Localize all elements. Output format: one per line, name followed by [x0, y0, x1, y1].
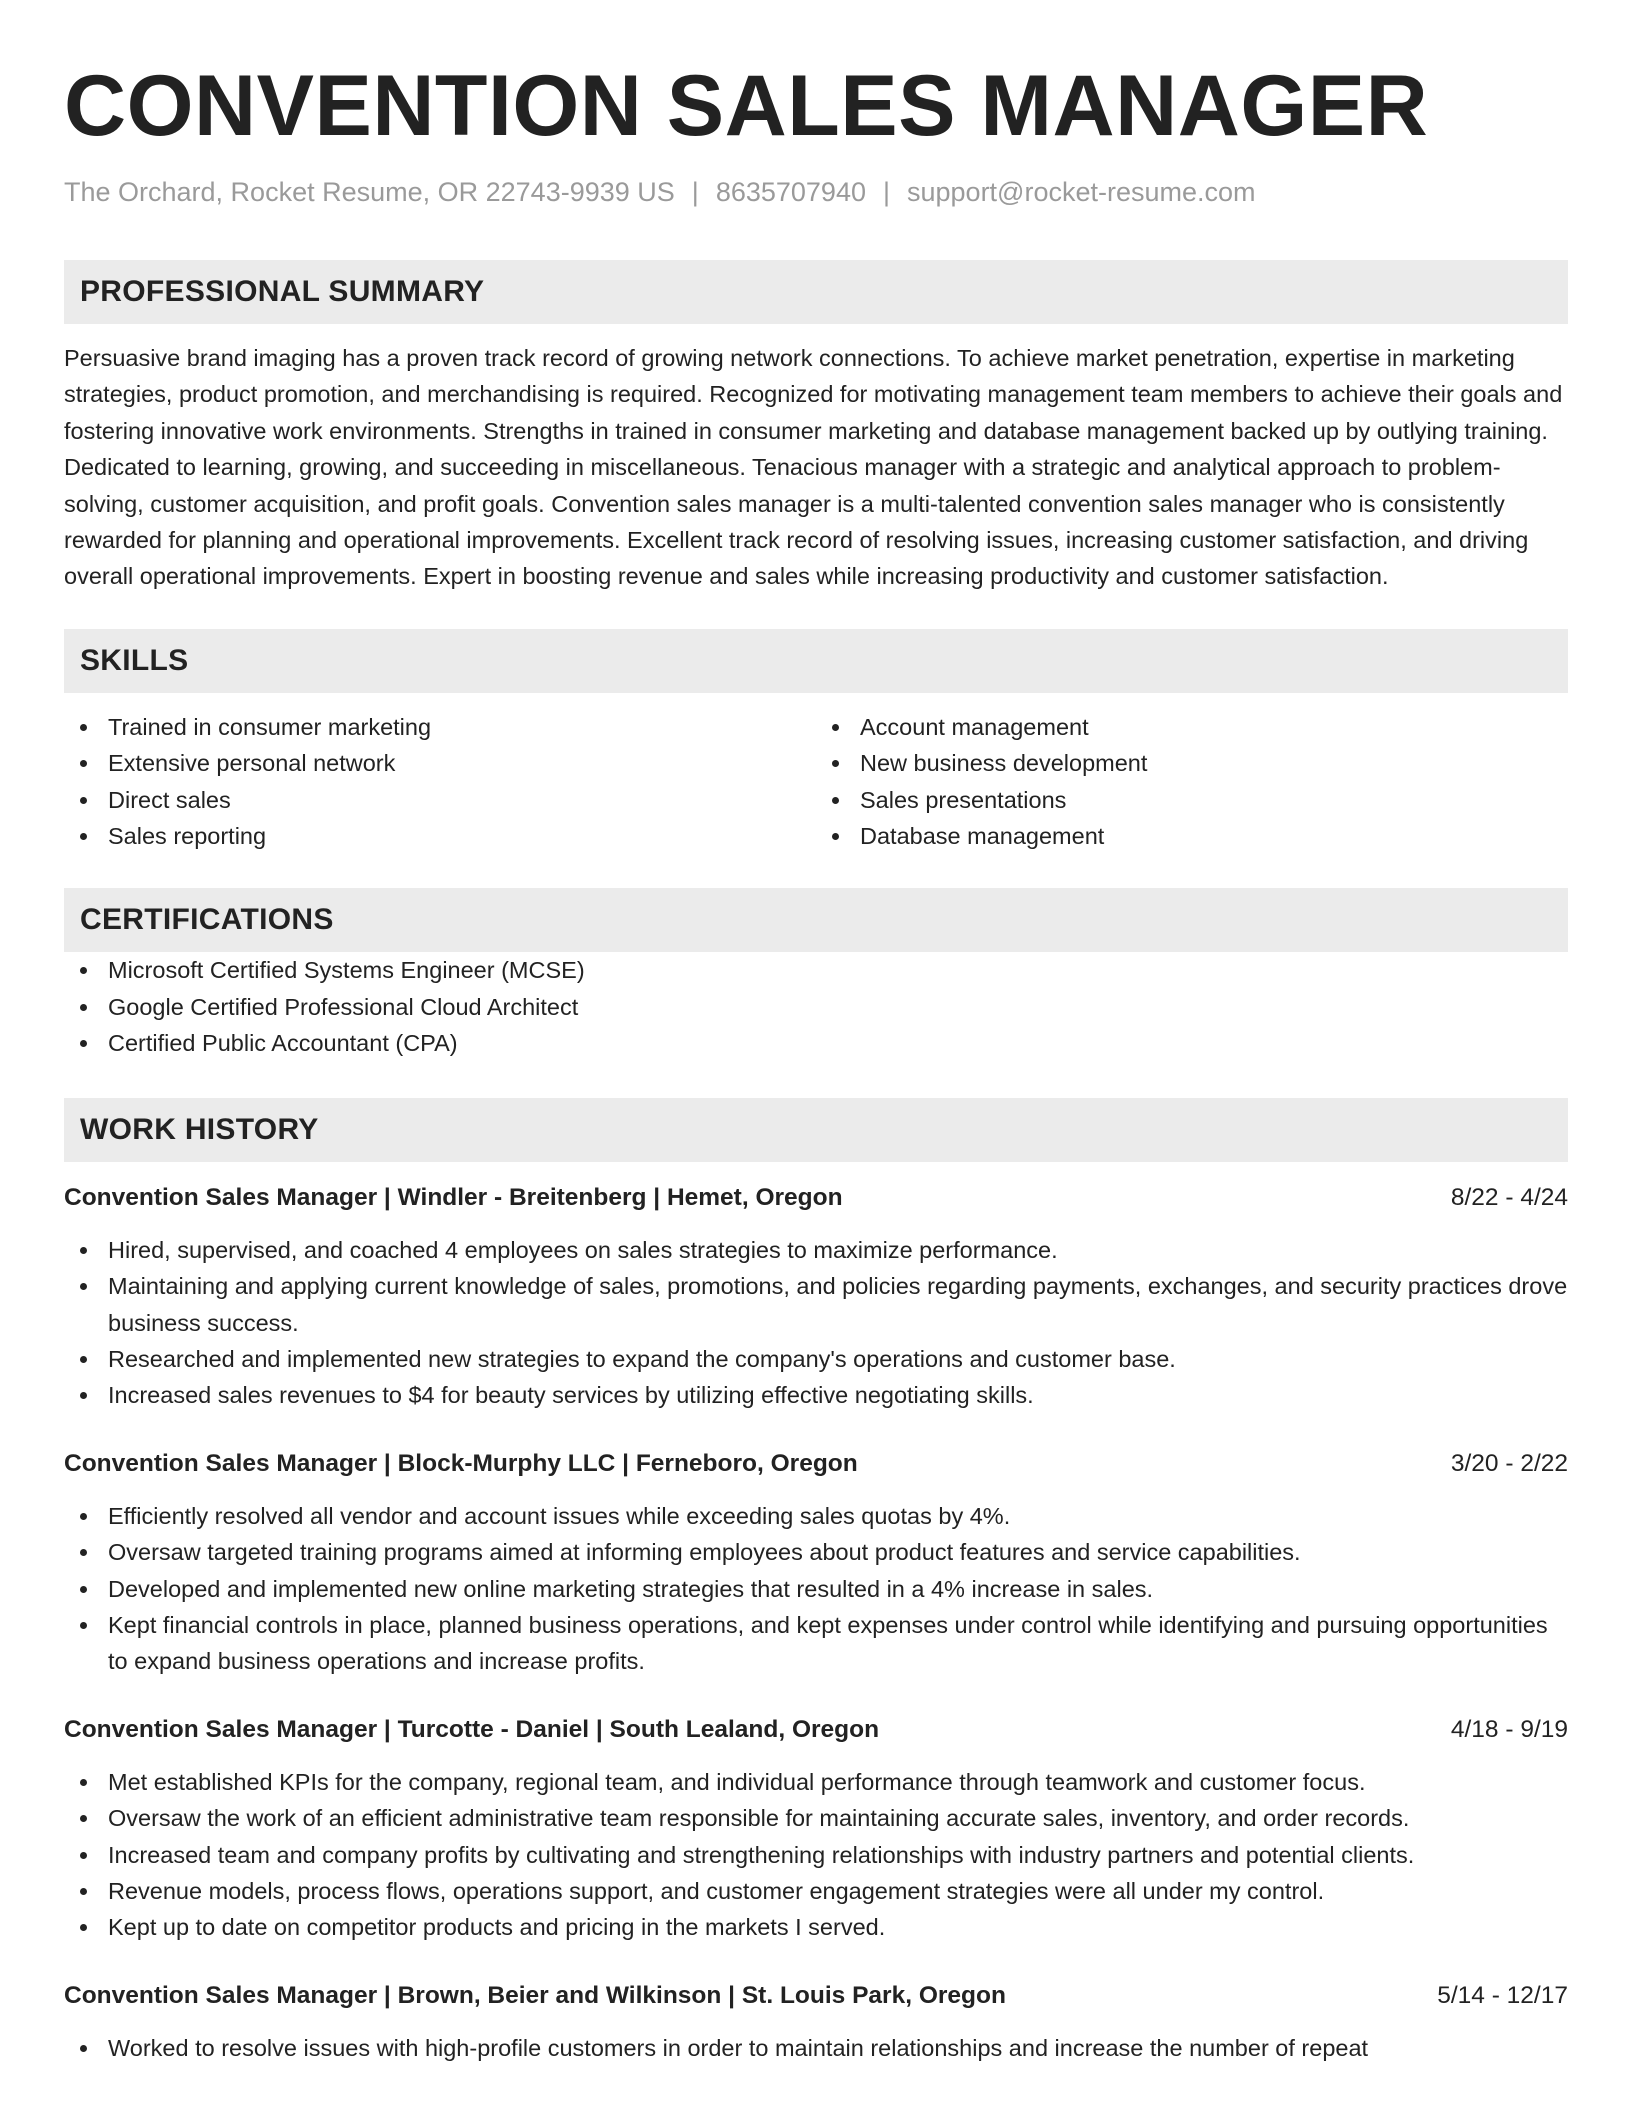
- job-header: [64, 1180, 1568, 1216]
- job-bullet-list: [64, 1498, 1568, 1680]
- job-entry: [64, 1712, 1568, 1946]
- skills-list-left: [64, 709, 816, 855]
- skill-item: Database management: [816, 818, 1568, 854]
- skills-grid: [64, 709, 1568, 855]
- job-title: Convention Sales Manager | Brown, Beier and Wilkinson | St. Louis Park, Oregon: [64, 1981, 1006, 2009]
- job-bullet-list: [64, 1764, 1568, 1946]
- job-bullet: Maintaining and applying current knowledge of sales, promotions, and policies regarding payments, exchanges, and security practices drove business success.: [64, 1268, 1568, 1341]
- skill-item: Trained in consumer marketing: [64, 709, 816, 745]
- job-title: Convention Sales Manager | Windler - Breitenberg | Hemet, Oregon: [64, 1183, 843, 1211]
- job-bullet: Met established KPIs for the company, regional team, and individual performance through teamwork and customer focus.: [64, 1764, 1568, 1800]
- skill-item: Account management: [816, 709, 1568, 745]
- skill-item: Direct sales: [64, 782, 816, 818]
- job-bullet: Researched and implemented new strategies to expand the company's operations and customer base.: [64, 1341, 1568, 1377]
- job-bullet: Developed and implemented new online marketing strategies that resulted in a 4% increase in sales.: [64, 1571, 1568, 1607]
- job-bullet: Increased team and company profits by cultivating and strengthening relationships with industry partners and potential clients.: [64, 1837, 1568, 1873]
- resume-title: CONVENTION SALES MANAGER: [64, 58, 1429, 154]
- summary-heading: PROFESSIONAL SUMMARY: [64, 260, 1568, 324]
- skills-list-right: [816, 709, 1568, 855]
- contact-phone: 8635707940: [715, 177, 866, 207]
- job-dates: 5/14 - 12/17: [1437, 1981, 1568, 2009]
- skills-heading: SKILLS: [64, 629, 1568, 693]
- job-bullet: Kept up to date on competitor products and pricing in the markets I served.: [64, 1909, 1568, 1945]
- certification-item: Microsoft Certified Systems Engineer (MCSE): [64, 952, 1568, 988]
- job-dates: 4/18 - 9/19: [1450, 1715, 1568, 1743]
- certifications-list: [64, 952, 1568, 1061]
- job-bullet: Oversaw targeted training programs aimed at informing employees about product features and service capabilities.: [64, 1534, 1568, 1570]
- contact-separator: |: [882, 177, 890, 207]
- job-bullet: Oversaw the work of an efficient administrative team responsible for maintaining accurate sales, inventory, and order records.: [64, 1800, 1568, 1836]
- contact-address: The Orchard, Rocket Resume, OR 22743-9939 US: [64, 177, 675, 207]
- job-bullet-list: [64, 2030, 1568, 2066]
- job-title: Convention Sales Manager | Block-Murphy LLC | Ferneboro, Oregon: [64, 1449, 858, 1477]
- work-history-heading: WORK HISTORY: [64, 1098, 1568, 1162]
- job-entry: [64, 1978, 1568, 2066]
- job-bullet: Hired, supervised, and coached 4 employees on sales strategies to maximize performance.: [64, 1232, 1568, 1268]
- job-dates: 3/20 - 2/22: [1450, 1449, 1568, 1477]
- summary-text: Persuasive brand imaging has a proven track record of growing network connections. To achieve market penetration, expertise in marketing strategies, product promotion, and merchandising is required. Recognized for motivating management team members to achieve their goals and fostering innovative work environments. Strengths in trained in consumer marketing and database management backed up by outlying training. Dedicated to learning, growing, and succeeding in miscellaneous. Tenacious manager with a strategic and analytical approach to problem-solving, customer acquisition, and profit goals. Convention sales manager is a multi-talented convention sales manager who is consistently rewarded for planning and operational improvements. Excellent track record of resolving issues, increasing customer satisfaction, and driving overall operational improvements. Expert in boosting revenue and sales while increasing productivity and customer satisfaction.: [64, 345, 1563, 590]
- skill-item: New business development: [816, 745, 1568, 781]
- job-header: [64, 1978, 1568, 2014]
- skill-item: Sales reporting: [64, 818, 816, 854]
- contact-email[interactable]: support@rocket-resume.com: [907, 177, 1256, 207]
- skills-column-right: [816, 709, 1568, 855]
- certification-item: Certified Public Accountant (CPA): [64, 1025, 1568, 1061]
- job-bullet-list: [64, 1232, 1568, 1414]
- job-bullet: Increased sales revenues to $4 for beauty services by utilizing effective negotiating skills.: [64, 1377, 1568, 1413]
- job-bullet: Revenue models, process flows, operations support, and customer engagement strategies were all under my control.: [64, 1873, 1568, 1909]
- job-bullet: Worked to resolve issues with high-profile customers in order to maintain relationships and increase the number of repeat: [64, 2030, 1568, 2066]
- certification-item: Google Certified Professional Cloud Architect: [64, 989, 1568, 1025]
- job-entry: [64, 1180, 1568, 1414]
- work-history-list: [64, 1180, 1568, 2067]
- job-dates: 8/22 - 4/24: [1450, 1183, 1568, 1211]
- contact-separator: |: [691, 177, 699, 207]
- job-entry: [64, 1446, 1568, 1680]
- skill-item: Extensive personal network: [64, 745, 816, 781]
- job-bullet: Kept financial controls in place, planned business operations, and kept expenses under control while identifying and pursuing opportunities to expand business operations and increase profits.: [64, 1607, 1568, 1680]
- skills-column-left: [64, 709, 816, 855]
- certifications-heading: CERTIFICATIONS: [64, 888, 1568, 952]
- skill-item: Sales presentations: [816, 782, 1568, 818]
- contact-line: [64, 174, 1568, 210]
- job-header: [64, 1446, 1568, 1482]
- job-header: [64, 1712, 1568, 1748]
- job-title: Convention Sales Manager | Turcotte - Daniel | South Lealand, Oregon: [64, 1715, 880, 1743]
- job-bullet: Efficiently resolved all vendor and account issues while exceeding sales quotas by 4%.: [64, 1498, 1568, 1534]
